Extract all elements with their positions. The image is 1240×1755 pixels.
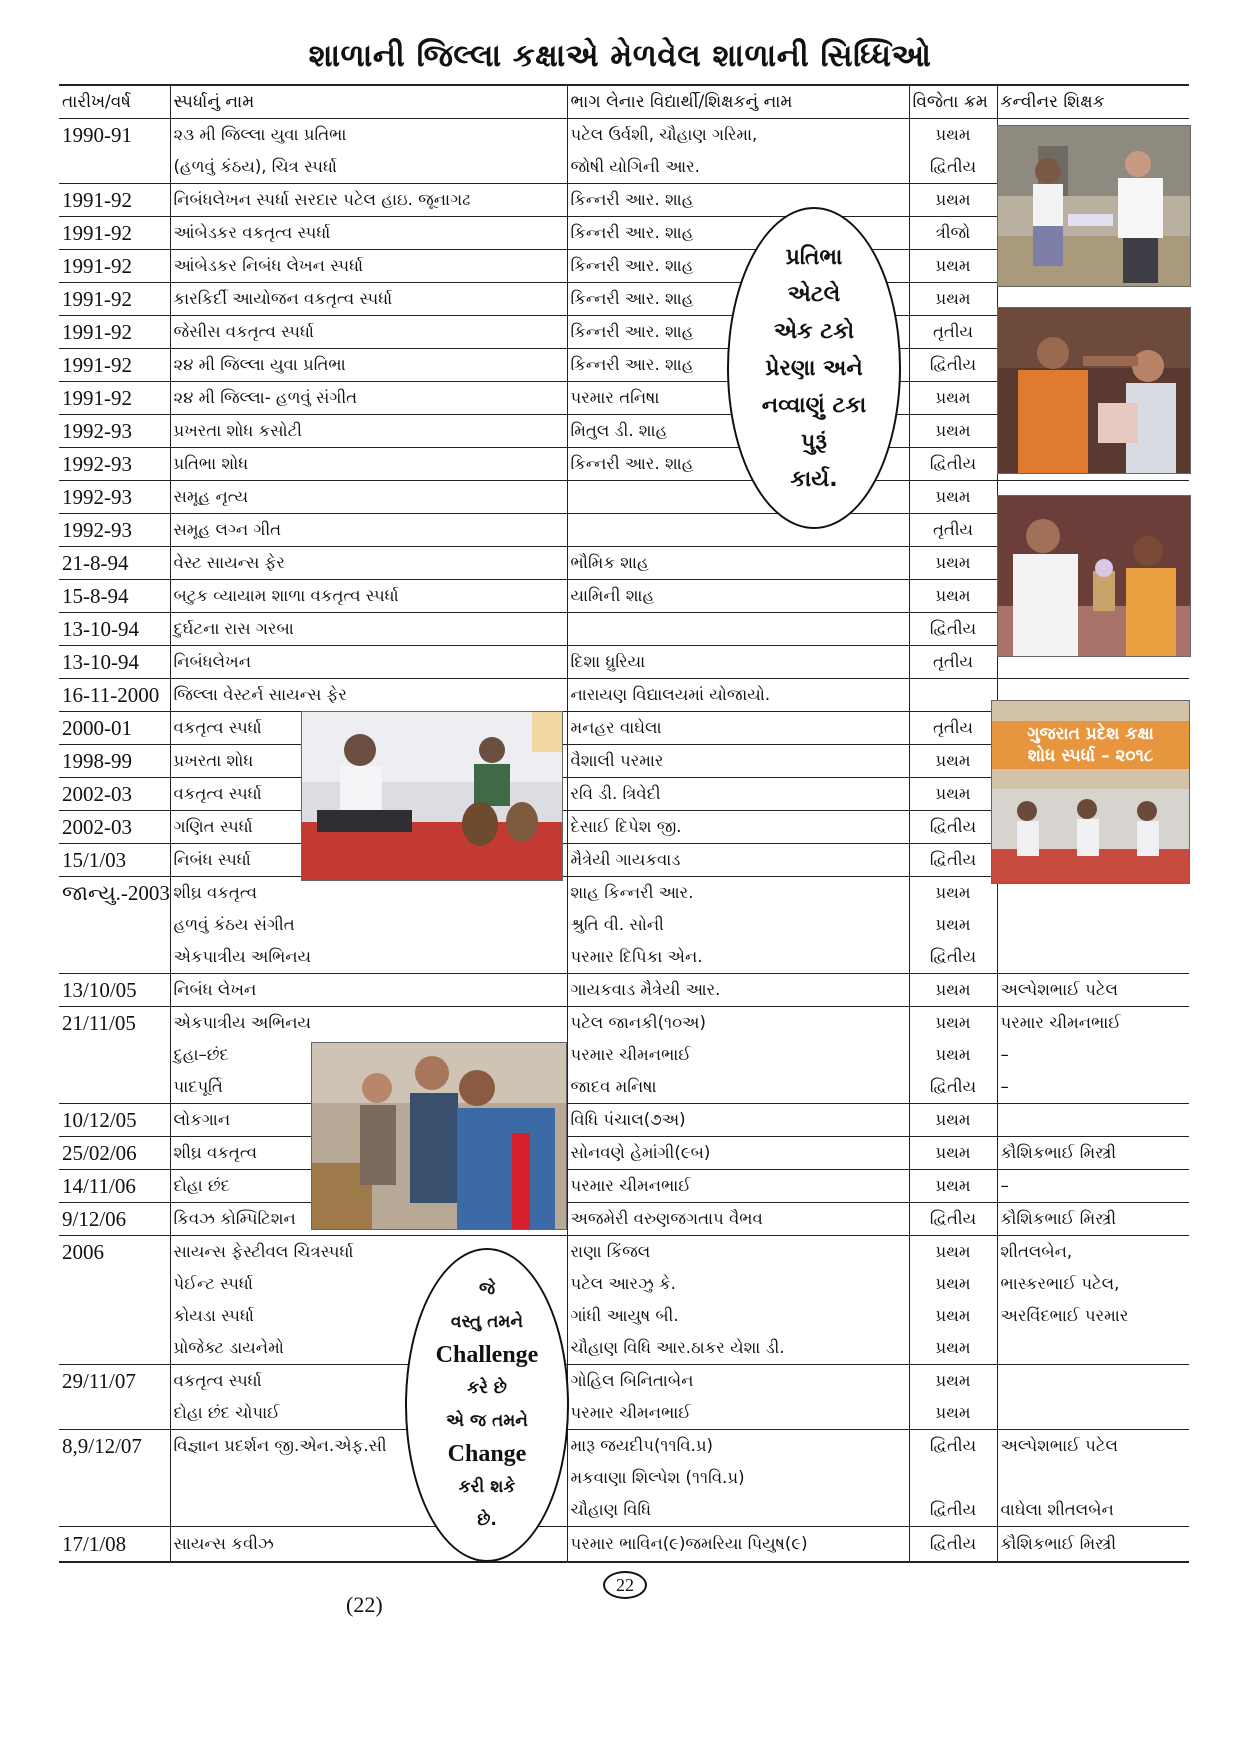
table-row: [59, 1268, 1189, 1300]
cell-competition: શીઘ્ર વકતૃત્વ: [170, 877, 567, 910]
cell-date: 1992-93: [59, 415, 170, 448]
cell-convener: પરમાર ચીમનભાઈ: [997, 1007, 1189, 1040]
header-convener: કન્વીનર શિક્ષક: [997, 85, 1189, 119]
cell-competition: ૨૪ મી જિલ્લા- હળવું સંગીત: [170, 382, 567, 415]
cell-date: [59, 151, 170, 184]
photo-trophy-presentation-image: [998, 496, 1190, 656]
cell-participant: પટેલ ઉર્વશી, ચૌહાણ ગરિમા,: [567, 119, 909, 152]
cell-competition: વેસ્ટ સાયન્સ ફેર: [170, 547, 567, 580]
cell-participant: જાદવ મનિષા: [567, 1071, 909, 1104]
cell-date: [59, 909, 170, 941]
table-row: [59, 1039, 1189, 1071]
table-row: [59, 1007, 1189, 1040]
cell-competition: (હળવું કંઠય), ચિત્ર સ્પર્ધા: [170, 151, 567, 184]
quote-2-line-5: એ જ તમને: [446, 1411, 528, 1431]
cell-participant: મકવાણા શિલ્પેશ (૧૧વિ.પ્ર): [567, 1462, 909, 1494]
cell-date: 15/1/03: [59, 844, 170, 877]
cell-competition: કિવઝ કોમ્પિટિશન: [170, 1203, 567, 1236]
cell-rank: પ્રથમ: [909, 415, 997, 448]
cell-rank: દ્વિતીય: [909, 613, 997, 646]
cell-participant: કિન્નરી આર. શાહ: [567, 184, 909, 217]
cell-participant: [567, 514, 909, 547]
cell-date: 14/11/06: [59, 1170, 170, 1203]
header-rank: વિજેતા ક્રમ: [909, 85, 997, 119]
cell-date: 13-10-94: [59, 646, 170, 679]
cell-participant: વૈશાલી પરમાર: [567, 745, 909, 778]
cell-rank: પ્રથમ: [909, 382, 997, 415]
footer-page-number: (22): [346, 1592, 383, 1617]
cell-participant: પટેલ આરઝુ કે.: [567, 1268, 909, 1300]
cell-rank: દ્વિતીય: [909, 1071, 997, 1104]
quote-oval-challenge: [405, 1248, 569, 1562]
cell-convener: વાઘેલા શીતલબેન: [997, 1494, 1189, 1527]
cell-date: 21/11/05: [59, 1007, 170, 1040]
cell-participant: ચૌહાણ વિધિ આર.ઠાકર યેશા ડી.: [567, 1332, 909, 1365]
cell-convener: કૌશિકભાઈ મિસ્ત્રી: [997, 1527, 1189, 1563]
cell-date: [59, 1268, 170, 1300]
cell-participant: ગાયકવાડ મૈત્રેયી આર.: [567, 974, 909, 1007]
cell-competition: નિબંધલેખન સ્પર્ધા સરદાર પટેલ હાઇ. જૂનાગઢ: [170, 184, 567, 217]
cell-convener: [997, 1397, 1189, 1430]
cell-date: 13/10/05: [59, 974, 170, 1007]
quote-2-line-3: Challenge: [435, 1342, 539, 1368]
cell-date: 1991-92: [59, 283, 170, 316]
cell-rank: પ્રથમ: [909, 481, 997, 514]
cell-participant: કિન્નરી આર. શાહ: [567, 448, 909, 481]
cell-competition: કોયડા સ્પર્ધા: [170, 1300, 567, 1332]
cell-rank: પ્રથમ: [909, 1236, 997, 1269]
cell-rank: દ્વિતીય: [909, 448, 997, 481]
quote-2-line-7: કરી શકે: [458, 1477, 516, 1497]
cell-convener: –: [997, 1039, 1189, 1071]
cell-participant: શ્રુતિ વી. સોની: [567, 909, 909, 941]
cell-participant: સોનવણે હેમાંગી(૯બ): [567, 1137, 909, 1170]
table-header-row: [59, 85, 1189, 119]
cell-rank: પ્રથમ: [909, 877, 997, 910]
cell-date: 21-8-94: [59, 547, 170, 580]
cell-rank: પ્રથમ: [909, 119, 997, 152]
cell-competition: પ્રખરતા શોધ કસોટી: [170, 415, 567, 448]
quote-1-line-3: એક ટકો: [773, 318, 855, 344]
cell-rank: દ્વિતીય: [909, 941, 997, 974]
cell-participant: કિન્નરી આર. શાહ: [567, 283, 909, 316]
cell-rank: તૃતીય: [909, 316, 997, 349]
cell-participant: પરમાર ભાવિન(૯)જમરિયા પિયુષ(૯): [567, 1527, 909, 1563]
cell-rank: પ્રથમ: [909, 778, 997, 811]
table-row: [59, 1365, 1189, 1398]
cell-competition: પાદપૂર્તિ: [170, 1071, 567, 1104]
quote-1-line-5: નવ્વાણું ટકા: [761, 392, 867, 418]
photo-science-fair-visit: [311, 1042, 567, 1230]
banner-text-line-1: ગુજરાત પ્રદેશ કક્ષા: [1027, 724, 1154, 744]
cell-convener: અલ્પેશભાઈ પટેલ: [997, 1430, 1189, 1463]
table-row: [59, 1170, 1189, 1203]
cell-rank: તૃતીય: [909, 514, 997, 547]
cell-competition: એકપાત્રીય અભિનય: [170, 1007, 567, 1040]
cell-competition: દુર્ઘટના રાસ ગરબા: [170, 613, 567, 646]
cell-rank: દ્વિતીય: [909, 811, 997, 844]
cell-participant: પરમાર ચીમનભાઈ: [567, 1170, 909, 1203]
cell-participant: પરમાર ચીમનભાઈ: [567, 1039, 909, 1071]
table-row: [59, 1462, 1189, 1494]
cell-competition: ૨૩ મી જિલ્લા યુવા પ્રતિભા: [170, 119, 567, 152]
cell-rank: [909, 1462, 997, 1494]
cell-participant: ભૌમિક શાહ: [567, 547, 909, 580]
cell-competition: આંબેડકર વકતૃત્વ સ્પર્ધા: [170, 217, 567, 250]
cell-date: 1991-92: [59, 349, 170, 382]
photo-prize-ceremony-2-image: [998, 308, 1190, 473]
cell-competition: દોહા છંદ ચોપાઈ: [170, 1397, 567, 1430]
cell-rank: દ્વિતીય: [909, 151, 997, 184]
header-participant: ભાગ લેનાર વિદ્યાર્થી/શિક્ષકનું નામ: [567, 85, 909, 119]
table-row: [59, 909, 1189, 941]
cell-date: 1991-92: [59, 382, 170, 415]
cell-competition: એકપાત્રીય અભિનય: [170, 941, 567, 974]
cell-rank: પ્રથમ: [909, 909, 997, 941]
cell-date: [59, 941, 170, 974]
cell-convener: કૌશિકભાઈ મિસ્ત્રી: [997, 1137, 1189, 1170]
cell-participant: કિન્નરી આર. શાહ: [567, 316, 909, 349]
cell-convener: [997, 1462, 1189, 1494]
cell-rank: પ્રથમ: [909, 580, 997, 613]
cell-date: [59, 1039, 170, 1071]
cell-rank: પ્રથમ: [909, 1268, 997, 1300]
cell-rank: દ્વિતીય: [909, 1527, 997, 1563]
cell-participant: ગોહિલ બિનિતાબેન: [567, 1365, 909, 1398]
cell-participant: ચૌહાણ વિધિ: [567, 1494, 909, 1527]
cell-rank: પ્રથમ: [909, 1332, 997, 1365]
cell-participant: વિધિ પંચાલ(૭અ): [567, 1104, 909, 1137]
cell-convener: શીતલબેન,: [997, 1236, 1189, 1269]
table-row: [59, 941, 1189, 974]
cell-convener: [997, 1332, 1189, 1365]
cell-date: [59, 1071, 170, 1104]
cell-convener: [997, 941, 1189, 974]
cell-date: [59, 1494, 170, 1527]
quote-2-line-6: Change: [447, 1441, 527, 1467]
cell-participant: રવિ ડી. ત્રિવેદી: [567, 778, 909, 811]
quote-1-line-4: પ્રેરણા અને: [765, 355, 863, 381]
cell-participant: મારૂ જયદીપ(૧૧વિ.પ્ર): [567, 1430, 909, 1463]
quote-2-line-8: છે.: [477, 1510, 497, 1530]
quote-2-line-1: જે: [478, 1279, 496, 1299]
cell-date: 15-8-94: [59, 580, 170, 613]
cell-competition: પ્રોજેક્ટ ડાયનેમો: [170, 1332, 567, 1365]
header-date: તારીખ/વર્ષ: [59, 85, 170, 119]
cell-competition: સમૂહ લગ્ન ગીત: [170, 514, 567, 547]
photo-music-performance: [301, 711, 563, 881]
cell-date: 10/12/05: [59, 1104, 170, 1137]
cell-date: 2000-01: [59, 712, 170, 745]
cell-rank: [909, 679, 997, 712]
cell-convener: અરવિંદભાઈ પરમાર: [997, 1300, 1189, 1332]
cell-rank: ત્રીજો: [909, 217, 997, 250]
table-row: [59, 1236, 1189, 1269]
cell-date: 1991-92: [59, 316, 170, 349]
cell-rank: તૃતીય: [909, 712, 997, 745]
cell-rank: પ્રથમ: [909, 250, 997, 283]
quote-oval-talent: [727, 207, 901, 529]
cell-competition: દુહા–છંદ: [170, 1039, 567, 1071]
photo-state-competition: [991, 700, 1190, 884]
cell-date: 1998-99: [59, 745, 170, 778]
quote-1-line-6: પુરૂં: [801, 429, 827, 455]
quote-1-line-7: કાર્ય.: [790, 466, 838, 492]
photo-prize-ceremony-1-image: [998, 126, 1190, 286]
cell-participant: કિન્નરી આર. શાહ: [567, 349, 909, 382]
cell-date: 2006: [59, 1236, 170, 1269]
table-row: [59, 1071, 1189, 1104]
cell-convener: અલ્પેશભાઈ પટેલ: [997, 974, 1189, 1007]
cell-date: [59, 1300, 170, 1332]
cell-competition: પ્રતિભા શોધ: [170, 448, 567, 481]
cell-convener: [997, 909, 1189, 941]
cell-competition: પ્રખરતા શોધ: [170, 745, 567, 778]
cell-participant: [567, 613, 909, 646]
cell-participant: રાણા કિંજલ: [567, 1236, 909, 1269]
cell-rank: પ્રથમ: [909, 974, 997, 1007]
cell-competition: જેસીસ વકતૃત્વ સ્પર્ધા: [170, 316, 567, 349]
cell-competition: વકતૃત્વ સ્પર્ધા: [170, 778, 567, 811]
cell-competition: જિલ્લા વેસ્ટર્ન સાયન્સ ફેર: [170, 679, 567, 712]
cell-rank: પ્રથમ: [909, 1300, 997, 1332]
table-row: [59, 1137, 1189, 1170]
table-row: [59, 1494, 1189, 1527]
cell-date: 2002-03: [59, 778, 170, 811]
cell-rank: પ્રથમ: [909, 1170, 997, 1203]
cell-competition: બટુક વ્યાયામ શાળા વકતૃત્વ સ્પર્ધા: [170, 580, 567, 613]
cell-competition: વકતૃત્વ સ્પર્ધા: [170, 1365, 567, 1398]
cell-participant: પટેલ જાનકી(૧૦અ): [567, 1007, 909, 1040]
cell-convener: –: [997, 1170, 1189, 1203]
cell-date: 1990-91: [59, 119, 170, 152]
cell-competition: સાયન્સ ફેસ્ટીવલ ચિત્રસ્પર્ધા: [170, 1236, 567, 1269]
cell-rank: દ્વિતીય: [909, 844, 997, 877]
cell-participant: શાહ કિન્નરી આર.: [567, 877, 909, 910]
cell-date: 13-10-94: [59, 613, 170, 646]
cell-rank: દ્વિતીય: [909, 349, 997, 382]
table-row: [59, 1203, 1189, 1236]
cell-rank: પ્રથમ: [909, 1397, 997, 1430]
cell-participant: મૈત્રેયી ગાયકવાડ: [567, 844, 909, 877]
table-row: [59, 1397, 1189, 1430]
cell-competition: નિબંધલેખન: [170, 646, 567, 679]
cell-convener: –: [997, 1071, 1189, 1104]
table-row: [59, 1104, 1189, 1137]
table-row: [59, 1332, 1189, 1365]
photo-prize-ceremony-2: [997, 307, 1191, 474]
cell-competition: હળવું કંઠય સંગીત: [170, 909, 567, 941]
cell-competition: પેઈન્ટ સ્પર્ધા: [170, 1268, 567, 1300]
cell-participant: ગાંધી આયુષ બી.: [567, 1300, 909, 1332]
table-row: [59, 1300, 1189, 1332]
cell-participant: કિન્નરી આર. શાહ: [567, 250, 909, 283]
cell-competition: આંબેડકર નિબંધ લેખન સ્પર્ધા: [170, 250, 567, 283]
cell-rank: પ્રથમ: [909, 1137, 997, 1170]
cell-convener: [997, 1365, 1189, 1398]
header-competition: સ્પર્ધાનું નામ: [170, 85, 567, 119]
cell-competition: નિબંધ સ્પર્ધા: [170, 844, 567, 877]
cell-rank: પ્રથમ: [909, 1039, 997, 1071]
cell-competition: કારકિર્દી આયોજન વકતૃત્વ સ્પર્ધા: [170, 283, 567, 316]
cell-date: જાન્યુ.-2003: [59, 877, 170, 910]
cell-date: 8,9/12/07: [59, 1430, 170, 1463]
cell-date: 16-11-2000: [59, 679, 170, 712]
cell-date: 9/12/06: [59, 1203, 170, 1236]
quote-1-line-1: પ્રતિભા: [785, 244, 843, 270]
cell-competition: ગણિત સ્પર્ધા: [170, 811, 567, 844]
cell-rank: પ્રથમ: [909, 745, 997, 778]
cell-convener: ભાસ્કરભાઈ પટેલ,: [997, 1268, 1189, 1300]
cell-participant: જોષી યોગિની આર.: [567, 151, 909, 184]
cell-participant: પરમાર ચીમનભાઈ: [567, 1397, 909, 1430]
page-title: શાળાની જિલ્લા કક્ષાએ મેળવેલ શાળાની સિધ્ધિઓ: [308, 38, 932, 74]
cell-participant: દેસાઈ દિપેશ જી.: [567, 811, 909, 844]
cell-competition: સમૂહ નૃત્ય: [170, 481, 567, 514]
cell-participant: પરમાર તનિષા: [567, 382, 909, 415]
cell-competition: શીઘ્ર વકતૃત્વ: [170, 1137, 567, 1170]
cell-rank: દ્વિતીય: [909, 1494, 997, 1527]
cell-date: 17/1/08: [59, 1527, 170, 1563]
cell-participant: કિન્નરી આર. શાહ: [567, 217, 909, 250]
cell-participant: મનહર વાઘેલા: [567, 712, 909, 745]
photo-music-performance-image: [302, 712, 562, 880]
cell-competition: સાયન્સ કવીઝ: [170, 1527, 567, 1563]
photo-science-fair-visit-image: [312, 1043, 566, 1229]
cell-date: 1992-93: [59, 448, 170, 481]
cell-participant: યામિની શાહ: [567, 580, 909, 613]
quote-2-line-2: વસ્તુ તમને: [450, 1312, 524, 1332]
cell-date: 1991-92: [59, 250, 170, 283]
cell-competition: નિબંધ લેખન: [170, 974, 567, 1007]
cell-date: [59, 1397, 170, 1430]
cell-rank: પ્રથમ: [909, 1365, 997, 1398]
photo-trophy-presentation: [997, 495, 1191, 657]
cell-date: [59, 1462, 170, 1494]
cell-rank: પ્રથમ: [909, 1007, 997, 1040]
cell-date: [59, 1332, 170, 1365]
cell-participant: પરમાર દિપિકા એન.: [567, 941, 909, 974]
cell-rank: પ્રથમ: [909, 547, 997, 580]
photo-prize-ceremony-1: [997, 125, 1191, 287]
cell-participant: દિશા ધ્રુરિયા: [567, 646, 909, 679]
cell-participant: અજમેરી વરુણજગતાપ વૈભવ: [567, 1203, 909, 1236]
cell-rank: પ્રથમ: [909, 1104, 997, 1137]
cell-rank: દ્વિતીય: [909, 1203, 997, 1236]
table-row: [59, 974, 1189, 1007]
cell-date: 1992-93: [59, 514, 170, 547]
cell-rank: તૃતીય: [909, 646, 997, 679]
cell-date: 1991-92: [59, 184, 170, 217]
table-row: [59, 1527, 1189, 1563]
cell-competition: લોકગાન: [170, 1104, 567, 1137]
cell-participant: મિતુલ ડી. શાહ: [567, 415, 909, 448]
cell-participant: નારાયણ વિદ્યાલયમાં યોજાયો.: [567, 679, 909, 712]
cell-convener: કૌશિકભાઈ મિસ્ત્રી: [997, 1203, 1189, 1236]
cell-convener: [997, 1104, 1189, 1137]
cell-competition: ૨૪ મી જિલ્લા યુવા પ્રતિભા: [170, 349, 567, 382]
quote-1-line-2: એટલે: [787, 281, 841, 307]
table-row: [59, 1430, 1189, 1463]
cell-date: 2002-03: [59, 811, 170, 844]
cell-date: 25/02/06: [59, 1137, 170, 1170]
cell-date: 1991-92: [59, 217, 170, 250]
cell-rank: પ્રથમ: [909, 283, 997, 316]
cell-rank: દ્વિતીય: [909, 1430, 997, 1463]
page-number-badge: 22: [603, 1571, 647, 1599]
cell-date: 29/11/07: [59, 1365, 170, 1398]
banner-text-line-2: શોધ સ્પર્ધા – ૨૦૧૮: [1027, 746, 1154, 766]
cell-date: 1992-93: [59, 481, 170, 514]
cell-competition: દોહા છંદ: [170, 1170, 567, 1203]
cell-competition: વિજ્ઞાન પ્રદર્શન જી.એન.એફ.સી: [170, 1430, 567, 1463]
quote-2-line-4: કરે છે: [467, 1378, 507, 1398]
cell-competition: વકતૃત્વ સ્પર્ધા: [170, 712, 567, 745]
cell-rank: પ્રથમ: [909, 184, 997, 217]
